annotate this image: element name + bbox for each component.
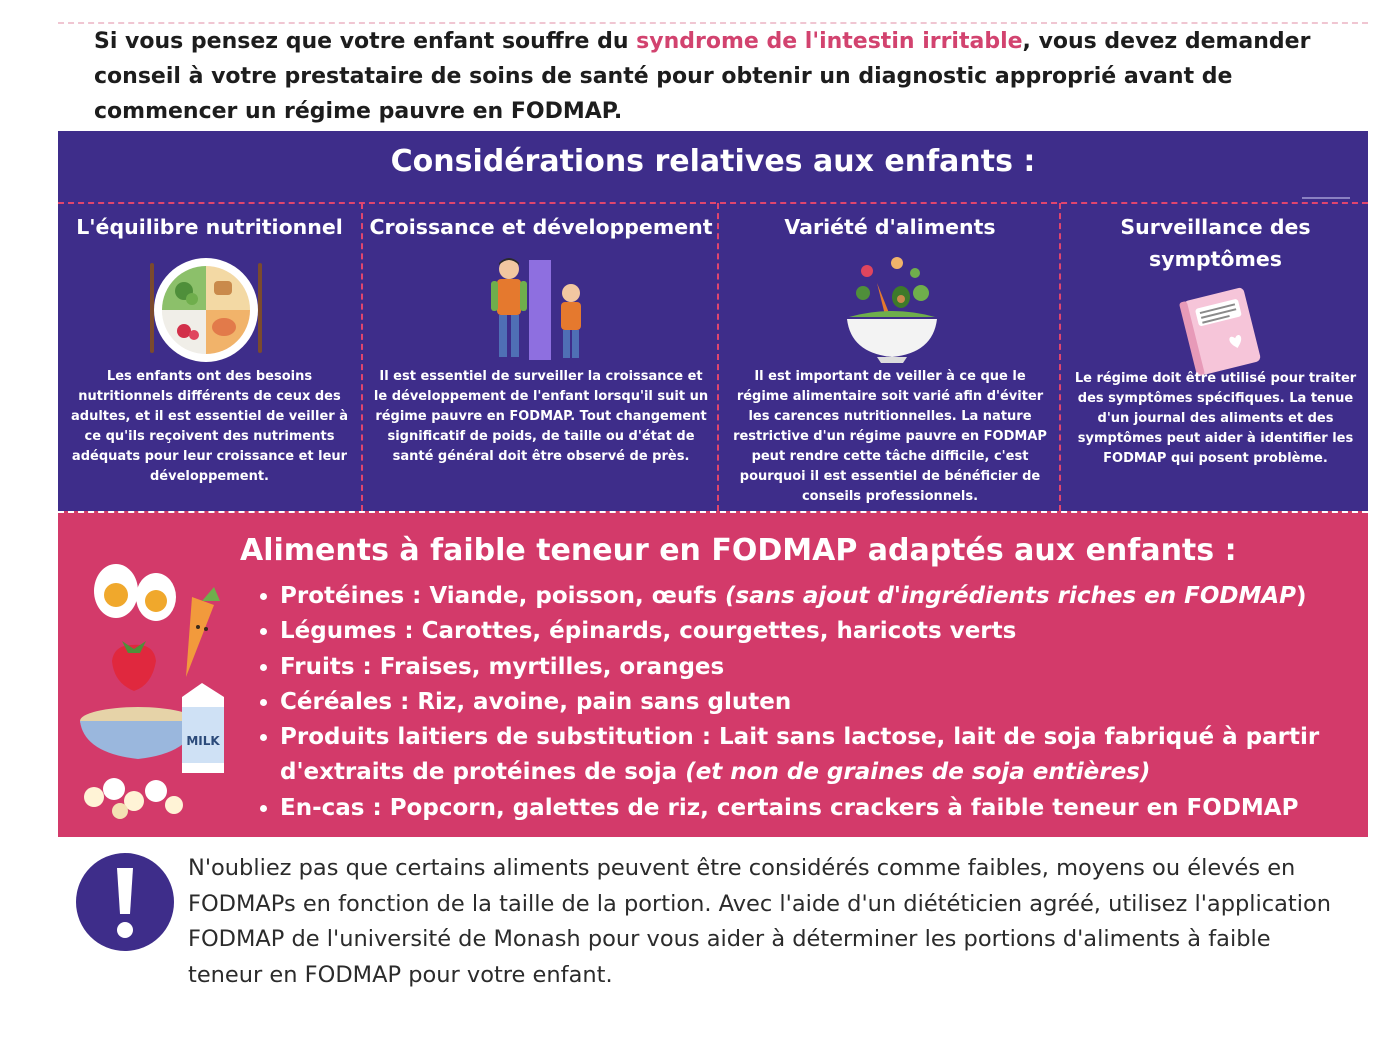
foods-title: Aliments à faible teneur en FODMAP adaptés aux enfants : [240, 533, 1237, 568]
food-note: (et non de graines de soja entières) [685, 759, 1151, 786]
consideration-growth [361, 203, 719, 511]
consideration-text: Il est important de veiller à ce que le régime alimentaire soit varié afin d'éviter les carences nutritionnelles. La nature restrictive d'un régime pauvre en FODMAP peut rendre cette tâche difficile, c'est pourquoi il est essentiel de bénéficier de conseils professionnels. [733, 369, 1047, 504]
list-item [280, 579, 1340, 614]
milk-label: MILK [186, 734, 220, 748]
consideration-text: Le régime doit être utilisé pour traiter des symptômes spécifiques. La tenue d'un journal des aliments et des symptômes peut aider à identifier les FODMAP qui posent problème. [1074, 371, 1357, 466]
intro-text-before: Si vous pensez que votre enfant souffre du [94, 29, 637, 54]
consideration-text: Il est essentiel de surveiller la croissance et le développement de l'enfant lorsqu'il suit un régime pauvre en FODMAP. Tout changement significatif de poids, de taille ou d'état de santé général doit être observé de près. [373, 369, 709, 464]
foods-section [58, 511, 1368, 837]
consideration-heading: Croissance et développement [369, 215, 713, 239]
food-category-label: Légumes : [280, 618, 414, 645]
list-item [280, 685, 1340, 720]
considerations-section [58, 131, 1368, 511]
foods-illustration [74, 557, 234, 827]
food-examples: Lait sans lactose, lait de soja fabriqué à partir d'extraits de protéines de soja [280, 724, 1320, 786]
egg-icon [94, 564, 176, 621]
popcorn-icon [84, 778, 183, 819]
food-note: (sans ajout d'ingrédients riches en FODMAP [725, 583, 1297, 609]
food-category-label: En-cas : [280, 794, 382, 821]
intro-text-after: , vous devez demander conseil à votre prestataire de soins de santé pour obtenir un diagnostic approprié avant de commencer un régime pauvre en FODMAP. [94, 29, 1311, 124]
consideration-text: Les enfants ont des besoins nutritionnels différents de ceux des adultes, et il est essentiel de veiller à ce qu'ils reçoivent des nutriments adéquats pour leur croissance et leur développement. [71, 369, 348, 484]
list-item [280, 791, 1340, 826]
food-category-label: Protéines : [280, 583, 422, 609]
consideration-variety [717, 203, 1061, 511]
intro-paragraph [94, 24, 1344, 129]
food-category-label: Céréales : [280, 688, 410, 715]
consideration-symptoms [1059, 203, 1370, 511]
exclamation-icon [75, 852, 175, 952]
consideration-heading: Variété d'aliments [784, 215, 996, 239]
food-examples: Popcorn, galettes de riz, certains crackers à faible teneur en FODMAP [381, 794, 1299, 821]
food-examples: Viande, poisson, œufs [421, 583, 726, 609]
list-item [280, 614, 1340, 649]
milk-carton-icon [182, 683, 224, 773]
journal-icon [1173, 283, 1273, 379]
decorative-dash [1302, 197, 1350, 199]
strawberry-icon [112, 641, 156, 691]
list-item [280, 720, 1340, 791]
list-item [280, 650, 1340, 685]
salad-bowl-icon [837, 253, 947, 365]
foods-list [254, 579, 1340, 826]
food-examples: Carottes, épinards, courgettes, haricots verts [413, 618, 1017, 645]
plate-icon [148, 255, 268, 365]
consideration-nutrition [58, 203, 361, 511]
food-note-tail: ) [1296, 583, 1307, 609]
children-height-icon [481, 255, 601, 365]
carrot-icon [186, 587, 220, 677]
intro-highlight-link[interactable]: syndrome de l'intestin irritable [636, 29, 1023, 54]
considerations-title: Considérations relatives aux enfants : [390, 144, 1036, 179]
oat-bowl-icon [80, 707, 196, 759]
food-category-label: Produits laitiers de substitution : [280, 724, 712, 751]
food-category-label: Fruits : [280, 653, 372, 680]
note-paragraph: N'oubliez pas que certains aliments peuvent être considérés comme faibles, moyens ou élevés en FODMAPs en fonction de la taille de la portion. Avec l'aide d'un diététicien agréé, utilisez l'application FODMAP de l'université de Monash pour vous aider à déterminer les portions d'aliments à faible teneur en FODMAP pour votre enfant. [188, 855, 1332, 988]
foods-top-divider [58, 511, 1368, 513]
consideration-heading: Surveillance des symptômes [1120, 215, 1311, 271]
consideration-heading: L'équilibre nutritionnel [76, 215, 343, 239]
food-examples: Riz, avoine, pain sans gluten [409, 688, 792, 715]
food-examples: Fraises, myrtilles, oranges [371, 653, 725, 680]
